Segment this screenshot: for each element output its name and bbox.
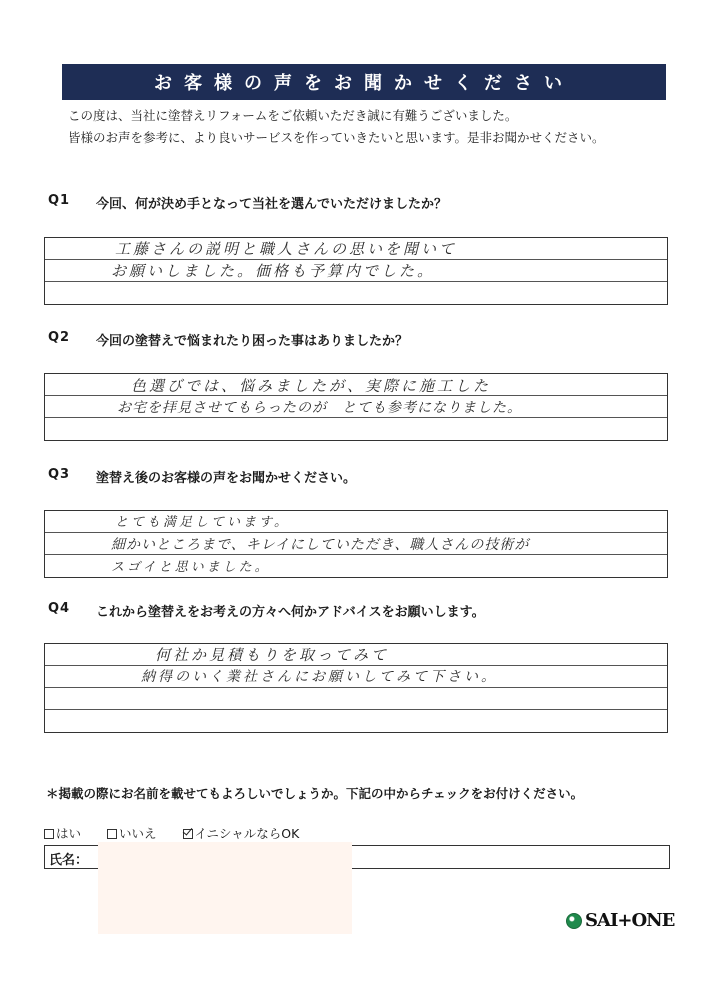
option-label: イニシャルならOK <box>194 826 300 841</box>
question-number: Q3 <box>48 467 71 482</box>
sai-one-leaf-icon <box>566 913 582 929</box>
answer-line <box>45 533 667 555</box>
answer-box-1[interactable] <box>44 237 668 305</box>
redacted-area <box>98 842 352 934</box>
answer-line <box>45 644 667 666</box>
question-number: Q4 <box>48 601 71 616</box>
answer-box-3[interactable] <box>44 510 668 578</box>
answer-line <box>45 688 667 710</box>
option-no[interactable] <box>107 824 157 842</box>
answer-line <box>45 666 667 688</box>
question-number: Q1 <box>48 193 71 208</box>
handwritten-answer: 細かいところまで、キレイにしていただき、職人さんの技術が <box>111 537 530 553</box>
page-title: お客様の声をお聞かせください <box>62 64 666 100</box>
name-label: 氏名： <box>49 853 89 868</box>
answer-line <box>45 374 667 396</box>
question-1 <box>48 193 447 212</box>
option-initials[interactable] <box>183 824 300 842</box>
answer-line <box>45 238 667 260</box>
option-yes[interactable] <box>44 824 81 842</box>
handwritten-answer: 色選びでは、悩みましたが、実際に施工した <box>131 377 492 395</box>
question-2 <box>48 330 408 349</box>
name-permission-options <box>44 824 299 842</box>
handwritten-answer: お宅を拝見させてもらったのが とても参考になりました。 <box>117 400 522 416</box>
question-text: これから塗替えをお考えの方々へ何かアドバイスをお願いします。 <box>96 605 485 620</box>
question-text: 今回、何が決め手となって当社を選んでいただけましたか？ <box>96 197 448 212</box>
answer-line <box>45 396 667 418</box>
logo-text: SAI+ONE <box>585 910 675 931</box>
answer-line <box>45 260 667 282</box>
question-text: 今回の塗替えで悩まれたり困った事はありましたか？ <box>96 334 409 349</box>
handwritten-answer: 工藤さんの説明と職人さんの思いを聞いて <box>115 240 458 258</box>
publication-notice: ＊掲載の際にお名前を載せてもよろしいでしょうか。下記の中からチェックをお付けください。 <box>46 786 584 801</box>
handwritten-answer: とても満足しています。 <box>115 515 290 530</box>
answer-box-2[interactable] <box>44 373 668 441</box>
answer-line <box>45 710 667 732</box>
checkbox-checked[interactable] <box>183 829 193 839</box>
answer-line <box>45 282 667 304</box>
intro-line-1: この度は、当社に塗替えリフォームをご依頼いただき誠に有難うございました。 <box>68 108 518 123</box>
question-3 <box>48 467 356 486</box>
question-number: Q2 <box>48 330 71 345</box>
intro-line-2: 皆様のお声を参考に、より良いサービスを作っていきたいと思います。是非お聞かせください。 <box>68 130 605 145</box>
answer-line <box>45 555 667 577</box>
answer-box-4[interactable] <box>44 643 668 733</box>
checkbox[interactable] <box>44 829 54 839</box>
checkbox[interactable] <box>107 829 117 839</box>
question-text: 塗替え後のお客様の声をお聞かせください。 <box>96 471 357 486</box>
answer-line <box>45 418 667 440</box>
option-label: いいえ <box>119 826 157 841</box>
answer-line <box>45 511 667 533</box>
question-4 <box>48 601 485 620</box>
handwritten-answer: 納得のいく業社さんにお願いしてみて下さい。 <box>141 669 498 685</box>
handwritten-answer: お願いしました。価格も予算内でした。 <box>111 262 436 280</box>
handwritten-answer: スゴイと思いました。 <box>111 560 271 575</box>
handwritten-answer: 何社か見積もりを取ってみて <box>155 646 390 664</box>
option-label: はい <box>56 826 82 841</box>
company-logo <box>566 910 674 931</box>
